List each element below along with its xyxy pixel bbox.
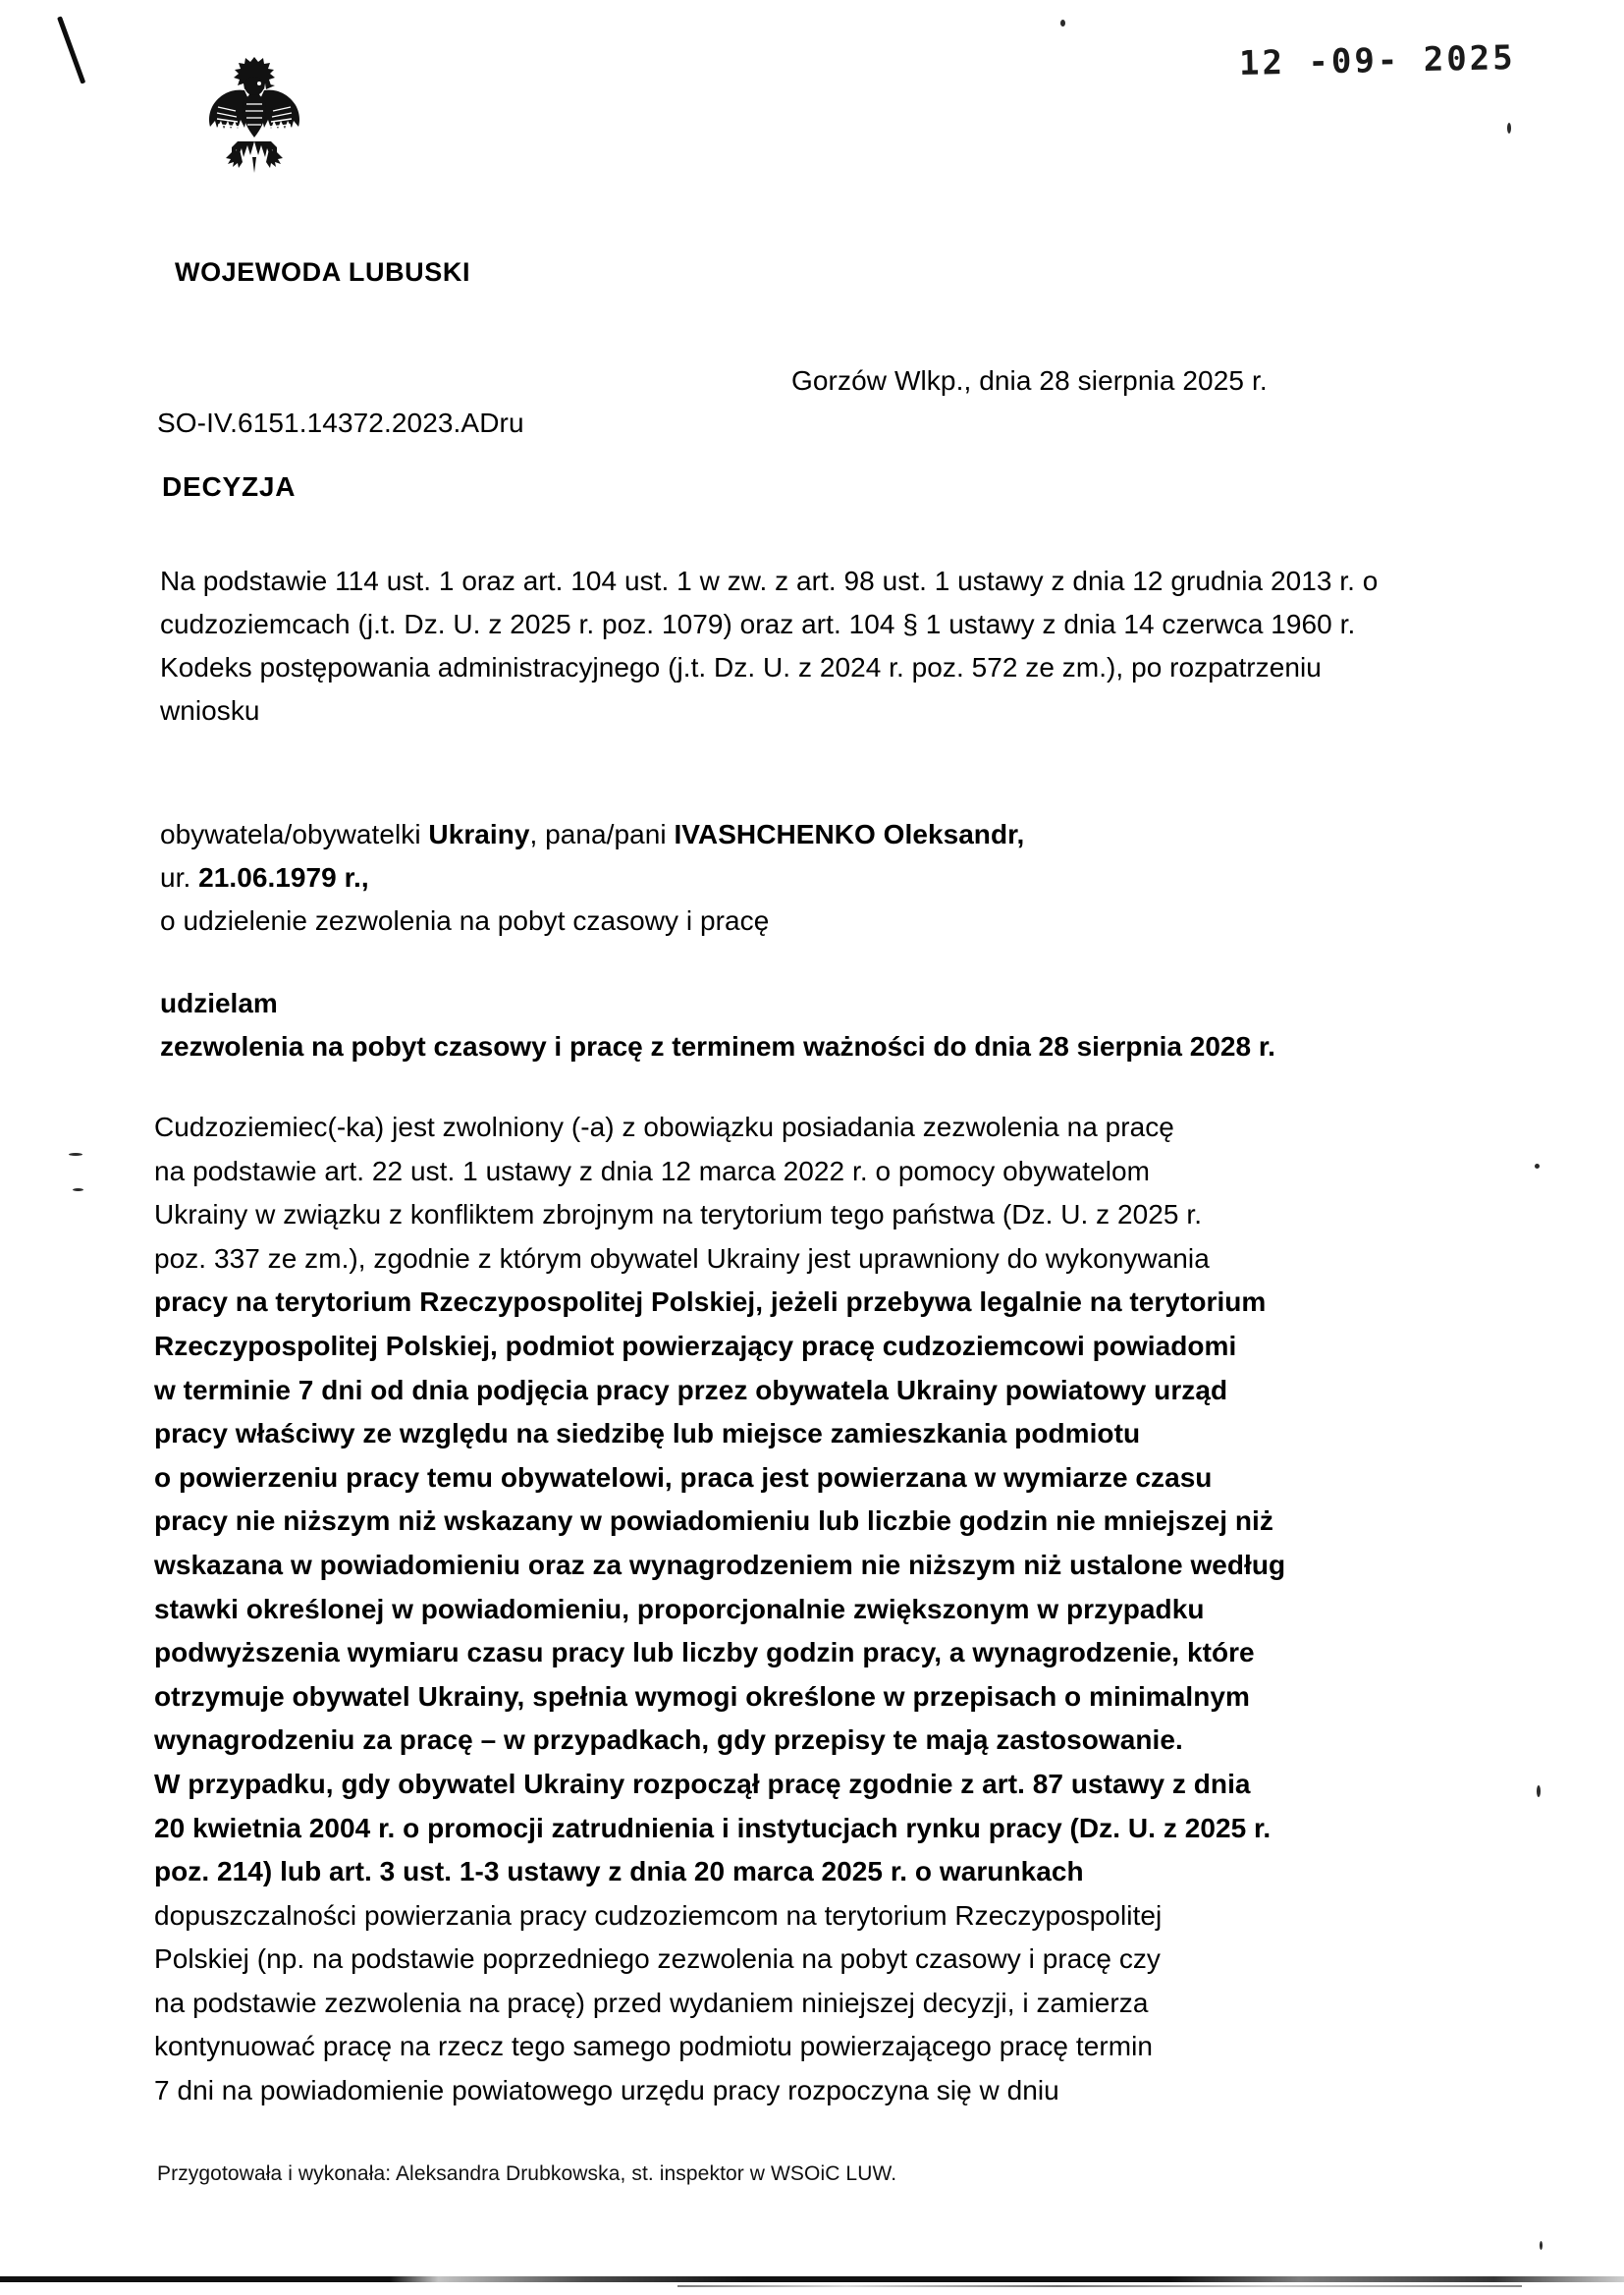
- body-line: o powierzeniu pracy temu obywatelowi, praca jest powierzana w wymiarze czasu: [154, 1461, 1213, 1493]
- body-line: podwyższenia wymiaru czasu pracy lub liczby godzin pracy, a wynagrodzenie, które: [154, 1637, 1255, 1668]
- applicant-block: [160, 813, 1427, 943]
- body-line: kontynuować pracę na rzecz tego samego podmiotu powierzającego pracę termin: [154, 2031, 1153, 2062]
- applicant-name: IVASHCHENKO Oleksandr,: [674, 819, 1025, 849]
- body-line: poz. 214) lub art. 3 ust. 1-3 ustawy z dnia 20 marca 2025 r. o warunkach: [154, 1856, 1084, 1887]
- body-line: dopuszczalności powierzania pracy cudzoziemcom na terytorium Rzeczypospolitej: [154, 1899, 1163, 1931]
- body-line: wskazana w powiadomieniu oraz za wynagrodzeniem nie niższym niż ustalone według: [154, 1549, 1286, 1580]
- body-line: otrzymuje obywatel Ukrainy, spełnia wymogi określone w przepisach o minimalnym: [154, 1680, 1250, 1712]
- scan-artifact-bottom-edge: [677, 2285, 1522, 2287]
- birth-date-prefix: ur.: [160, 862, 199, 893]
- scan-artifact-speck: [69, 1153, 82, 1156]
- legal-basis-paragraph: Na podstawie 114 ust. 1 oraz art. 104 ust. 1 w zw. z art. 98 ust. 1 ustawy z dnia 12 grudnia 2013 r. o cudzoziemcach (j.t. Dz. U. z 2025 r. poz. 1079) oraz art. 104 § 1 ustawy z dnia 14 czerwca 1960 r. Kodeks postępowania administracyjnego (j.t. Dz. U. z 2024 r. poz. 572 ze zm.), po rozpatrzeniu wniosku: [160, 566, 1379, 726]
- scan-artifact-bottom-edge: [0, 2276, 1624, 2282]
- application-subject: o udzielenie zezwolenia na pobyt czasowy i pracę: [160, 905, 770, 936]
- applicant-prefix: obywatela/obywatelki: [160, 819, 429, 849]
- scan-artifact-speck: [1535, 1164, 1540, 1169]
- body-line: W przypadku, gdy obywatel Ukrainy rozpoczął pracę zgodnie z art. 87 ustawy z dnia: [154, 1768, 1251, 1799]
- body-line: Ukrainy w związku z konfliktem zbrojnym na terytorium tego państwa (Dz. U. z 2025 r.: [154, 1199, 1203, 1230]
- applicant-birth-date: 21.06.1979 r.,: [198, 862, 369, 893]
- applicant-nationality: Ukrainy: [428, 819, 530, 849]
- body-line: pracy właściwy ze względu na siedzibę lub miejsce zamieszkania podmiotu: [154, 1418, 1141, 1449]
- scan-artifact-speck: [1540, 2241, 1543, 2250]
- body-line: w terminie 7 dni od dnia podjęcia pracy przez obywatela Ukrainy powiatowy urząd: [154, 1374, 1228, 1405]
- place-and-date: Gorzów Wlkp., dnia 28 sierpnia 2025 r.: [791, 365, 1268, 396]
- body-line: Polskiej (np. na podstawie poprzedniego zezwolenia na pobyt czasowy i pracę czy: [154, 1943, 1161, 1975]
- scan-artifact-speck: [1537, 1785, 1541, 1797]
- body-line: pracy nie niższym niż wskazany w powiadomieniu lub liczbie godzin nie mniejszej niż: [154, 1505, 1273, 1537]
- scan-artifact-speck: [73, 1188, 83, 1191]
- grant-label: udzielam: [160, 988, 278, 1018]
- body-line: poz. 337 ze zm.), zgodnie z którym obywatel Ukrainy jest uprawniony do wykonywania: [154, 1242, 1210, 1274]
- body-line: na podstawie art. 22 ust. 1 ustawy z dnia 12 marca 2022 r. o pomocy obywatelom: [154, 1155, 1151, 1186]
- body-line: Cudzoziemiec(-ka) jest zwolniony (-a) z obowiązku posiadania zezwolenia na pracę: [154, 1112, 1174, 1142]
- body-line: 7 dni na powiadomienie powiatowego urzędu pracy rozpoczyna się w dniu: [154, 2075, 1059, 2106]
- grant-statement: zezwolenia na pobyt czasowy i pracę z terminem ważności do dnia 28 sierpnia 2028 r.: [160, 1031, 1275, 1062]
- issuing-authority: WOJEWODA LUBUSKI: [175, 257, 471, 287]
- body-line: pracy na terytorium Rzeczypospolitej Polskiej, jeżeli przebywa legalnie na terytorium: [154, 1286, 1267, 1318]
- case-reference-number: SO-IV.6151.14372.2023.ADru: [157, 408, 524, 438]
- received-date-stamp-text: 12 -09- 2025: [1238, 38, 1517, 83]
- body-line: 20 kwietnia 2004 r. o promocji zatrudnienia i instytucjach rynku pracy (Dz. U. z 2025 r.: [154, 1812, 1272, 1843]
- body-line: stawki określonej w powiadomieniu, proporcjonalnie zwiększonym w przypadku: [154, 1593, 1205, 1624]
- scan-artifact-speck: [1060, 20, 1065, 27]
- body-line: Rzeczypospolitej Polskiej, podmiot powierzający pracę cudzoziemcowi powiadomi: [154, 1330, 1237, 1361]
- prepared-by-footer: Przygotowała i wykonała: Aleksandra Drubkowska, st. inspektor w WSOiC LUW.: [157, 2162, 897, 2185]
- body-line: na podstawie zezwolenia na pracę) przed wydaniem niniejszej decyzji, i zamierza: [154, 1987, 1149, 2018]
- decision-heading: DECYZJA: [162, 471, 297, 502]
- polish-eagle-emblem-icon: [192, 51, 316, 189]
- received-date-stamp: [1239, 38, 1516, 83]
- scan-artifact-speck: [1507, 123, 1511, 134]
- applicant-title-text: , pana/pani: [529, 819, 675, 849]
- justification-body: [154, 1106, 1440, 2113]
- body-line: wynagrodzeniu za pracę – w przypadkach, gdy przepisy te mają zastosowanie.: [154, 1724, 1183, 1756]
- scan-artifact-slash: [57, 16, 85, 83]
